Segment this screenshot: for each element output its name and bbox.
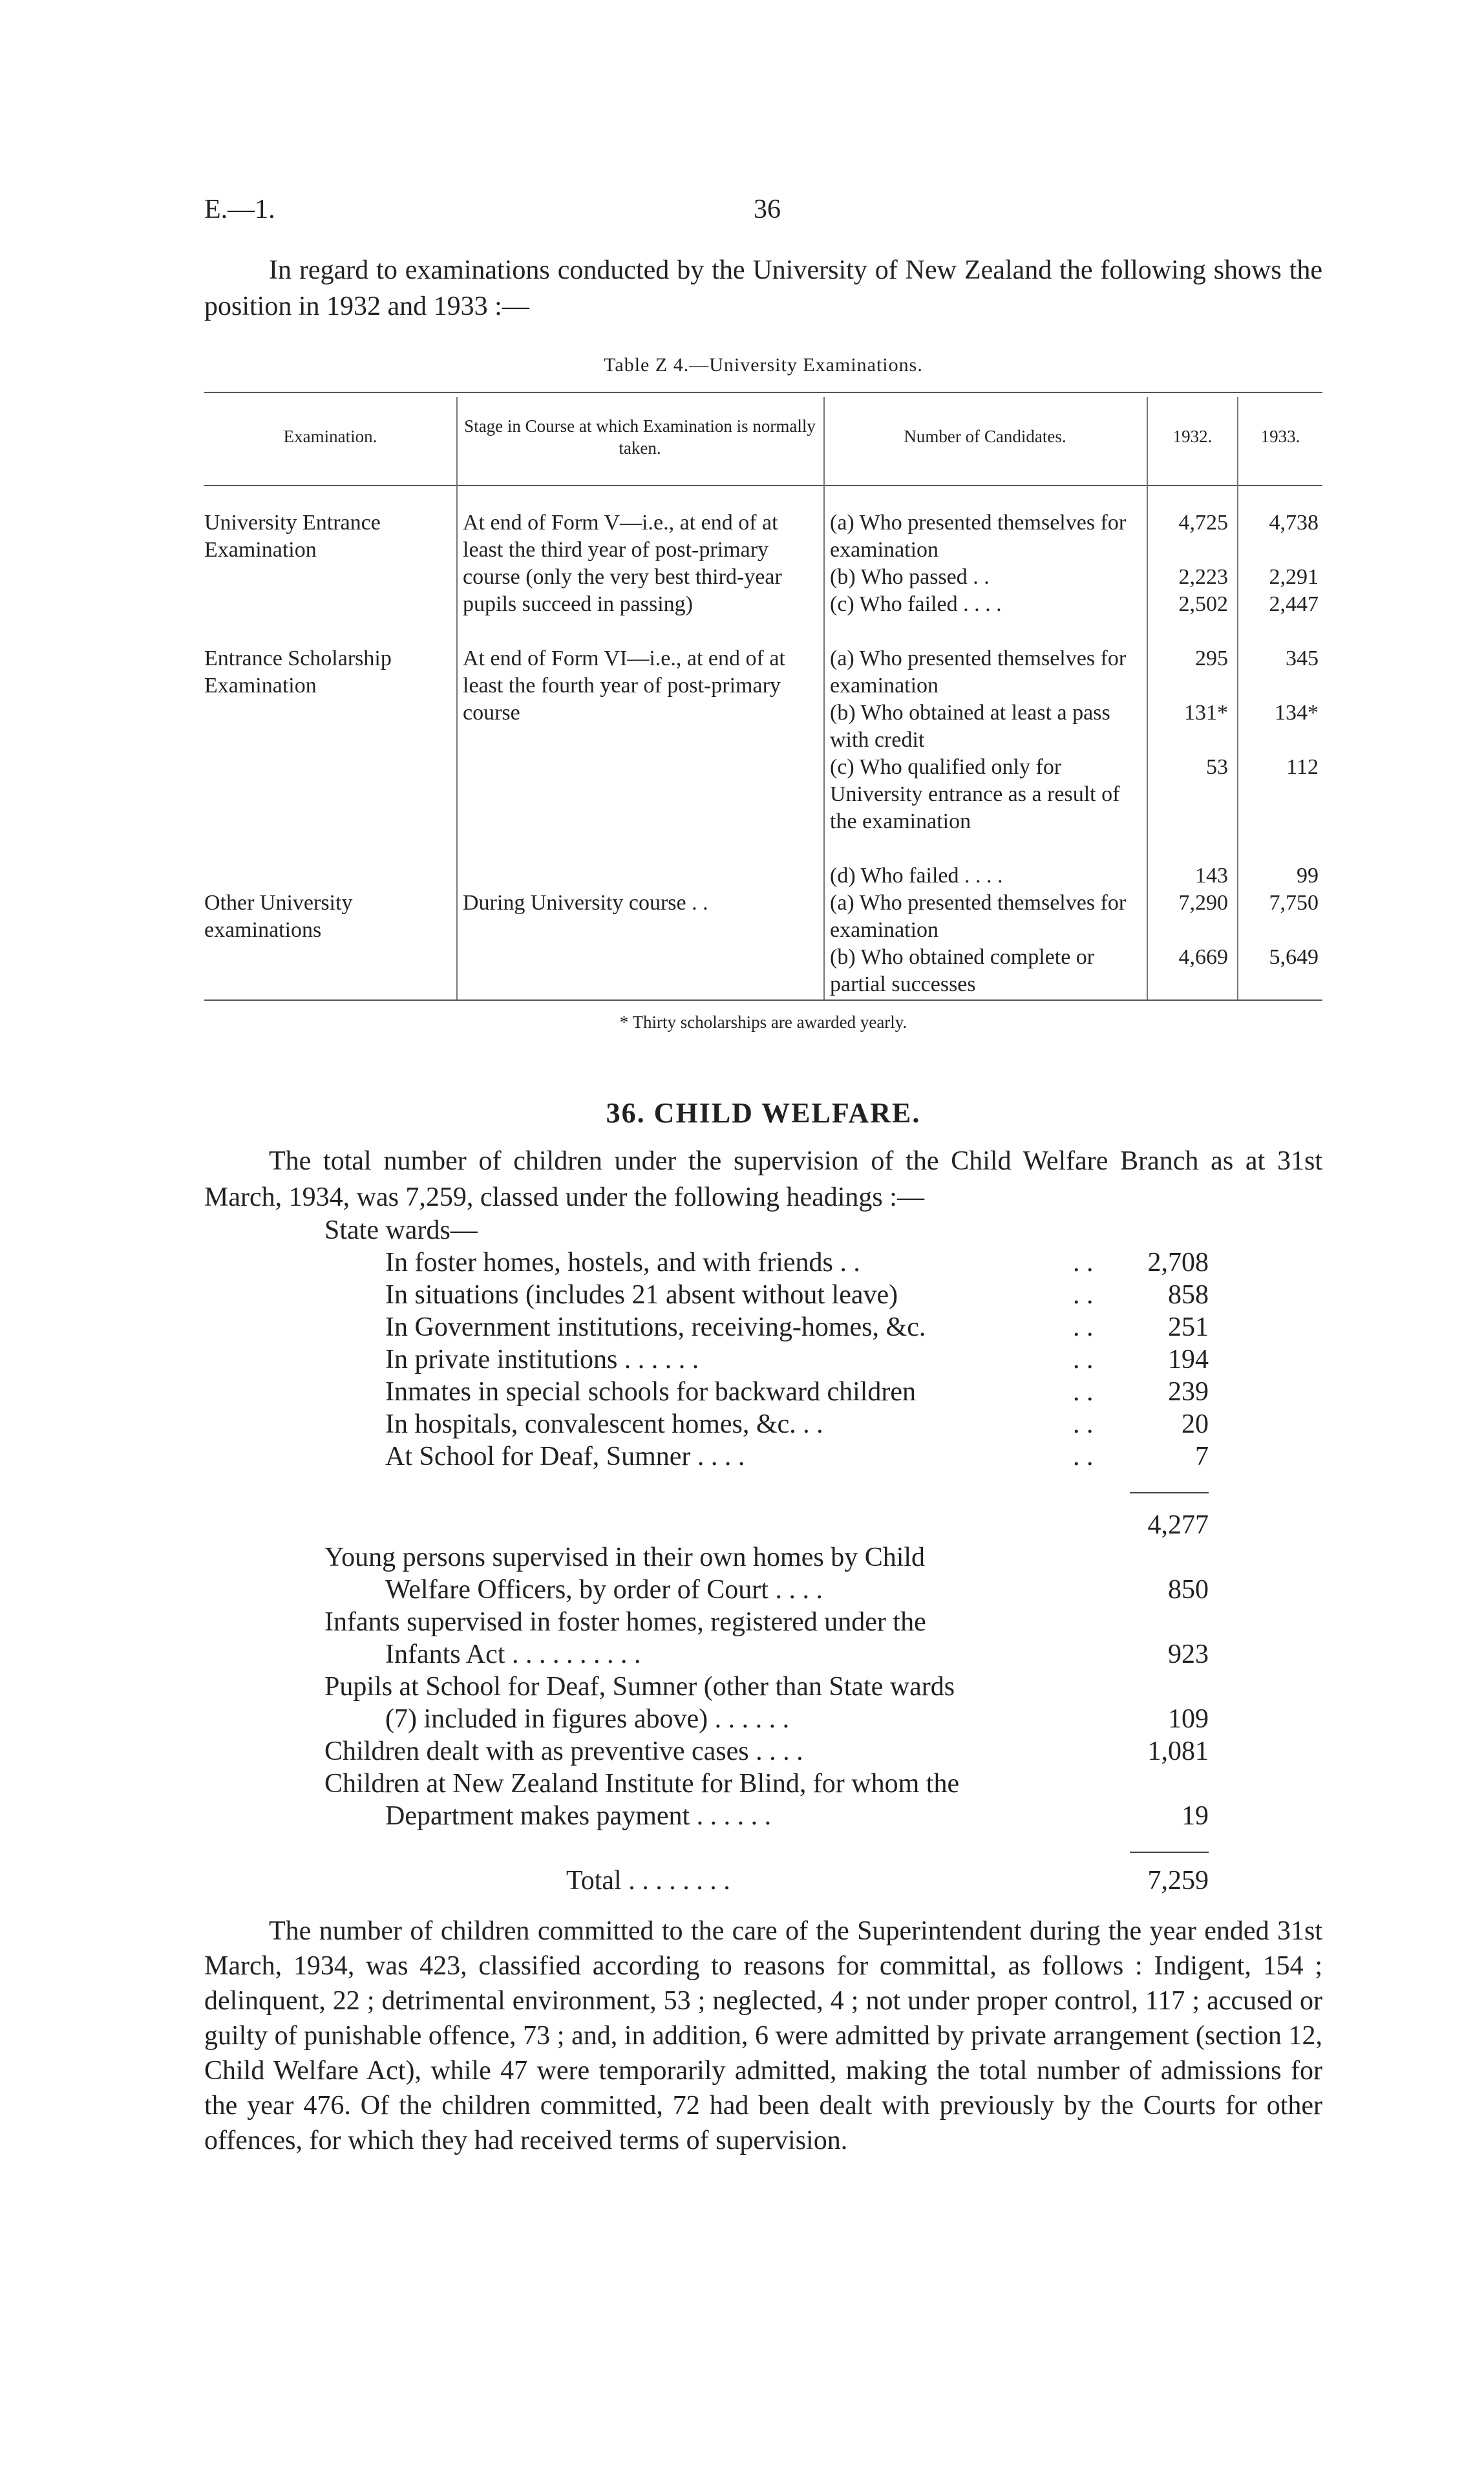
state-ward-label: In foster homes, hostels, and with friends . . [385, 1248, 860, 1277]
candidate-row-label: (a) Who presented themselves for examination [830, 647, 1127, 698]
header-candidates: Number of Candidates. [904, 427, 1066, 446]
category-label-cont: Department makes payment . . . . . . [385, 1801, 772, 1831]
value-1933: 4,738 [1269, 511, 1319, 535]
candidate-row-label: (a) Who presented themselves for examination [830, 511, 1127, 562]
total-value: 7,259 [1147, 1866, 1209, 1896]
exam-stage: At end of Form V—i.e., at end of at least the third year of post-primary course (only the very best third-year pupils succeed in passing) [463, 511, 782, 616]
category-label: Children at New Zealand Institute for Blind, for whom the [324, 1769, 960, 1799]
category-value: 850 [1168, 1575, 1209, 1605]
category-value: 1,081 [1147, 1737, 1209, 1766]
state-ward-value: 7 [1195, 1442, 1209, 1471]
exam-name: Other University examinations [204, 891, 353, 942]
value-1932: 295 [1195, 647, 1228, 670]
section-title: 36. CHILD WELFARE. [606, 1097, 921, 1129]
value-1932: 143 [1195, 864, 1228, 888]
state-ward-label: In situations (includes 21 absent without leave) [385, 1280, 898, 1310]
exam-name: University Entrance Examination [204, 511, 381, 562]
candidate-row-label: (a) Who presented themselves for examination [830, 891, 1127, 942]
value-1933: 345 [1286, 647, 1319, 670]
value-1933: 5,649 [1269, 945, 1319, 969]
exam-stage: During University course . . [463, 891, 708, 915]
category-label: Pupils at School for Deaf, Sumner (other than State wards [324, 1672, 955, 1702]
leader-dots: . . [1073, 1409, 1094, 1439]
category-value: 19 [1182, 1801, 1209, 1831]
intro-paragraph: In regard to examinations conducted by the University of New Zealand the following shows the position in 1932 and 1933 :— [204, 255, 1322, 321]
header-1932: 1932. [1172, 427, 1213, 446]
table-footnote: * Thirty scholarships are awarded yearly. [619, 1012, 907, 1032]
value-1932: 7,290 [1178, 891, 1228, 915]
category-label: Children dealt with as preventive cases . . . . [324, 1737, 803, 1766]
state-wards-subtotal: 4,277 [1147, 1510, 1209, 1540]
value-1932: 4,725 [1178, 511, 1228, 535]
candidate-row-label: (b) Who passed . . [830, 565, 990, 589]
state-ward-value: 239 [1168, 1377, 1209, 1407]
value-1933: 112 [1286, 755, 1319, 779]
category-value: 923 [1168, 1640, 1209, 1669]
value-1932: 131* [1184, 701, 1228, 725]
value-1932: 4,669 [1178, 945, 1228, 969]
candidate-row-label: (c) Who failed . . . . [830, 592, 1002, 616]
value-1933: 7,750 [1269, 891, 1319, 915]
value-1933: 2,447 [1269, 592, 1319, 616]
candidate-row-label: (d) Who failed . . . . [830, 864, 1003, 888]
leader-dots: . . [1073, 1345, 1094, 1374]
header-examination: Examination. [283, 427, 377, 446]
category-label-cont: Infants Act . . . . . . . . . . [385, 1640, 641, 1669]
category-value: 109 [1168, 1704, 1209, 1734]
state-ward-value: 194 [1168, 1345, 1209, 1374]
state-wards-heading: State wards— [324, 1215, 478, 1245]
state-ward-value: 251 [1168, 1312, 1209, 1342]
state-ward-label: Inmates in special schools for backward children [385, 1377, 917, 1407]
state-ward-value: 20 [1182, 1409, 1209, 1439]
state-ward-label: In hospitals, convalescent homes, &c. . . [385, 1409, 823, 1439]
category-label: Infants supervised in foster homes, registered under the [324, 1607, 926, 1637]
value-1933: 99 [1297, 864, 1319, 888]
value-1932: 53 [1206, 755, 1228, 779]
category-label-cont: Welfare Officers, by order of Court . . . . [385, 1575, 823, 1605]
leader-dots: . . [1073, 1442, 1094, 1471]
state-ward-label: At School for Deaf, Sumner . . . . [385, 1442, 745, 1471]
category-label: Young persons supervised in their own homes by Child [324, 1543, 926, 1572]
value-1933: 2,291 [1269, 565, 1319, 589]
exam-name: Entrance Scholarship Examination [204, 647, 392, 698]
subtotal-rule [1130, 1492, 1209, 1493]
total-label: Total . . . . . . . . [566, 1866, 730, 1896]
leader-dots: . . [1073, 1312, 1094, 1342]
candidate-row-label: (b) Who obtained complete or partial successes [830, 945, 1095, 996]
leader-dots: . . [1073, 1377, 1094, 1407]
candidate-row-label: (c) Who qualified only for University entrance as a result of the examination [830, 755, 1120, 833]
value-1933: 134* [1275, 701, 1319, 725]
section-intro: The total number of children under the supervision of the Child Welfare Branch as at 31st March, 1934, was 7,259, classed under the following headings :— [204, 1146, 1322, 1212]
total-rule [1130, 1852, 1209, 1853]
leader-dots: . . [1073, 1280, 1094, 1310]
header-stage: Stage in Course at which Examination is normally taken. [464, 416, 816, 458]
exam-stage: At end of Form VI—i.e., at end of at least the fourth year of post-primary course [463, 647, 785, 725]
value-1932: 2,223 [1178, 565, 1228, 589]
candidate-row-label: (b) Who obtained at least a pass with credit [830, 701, 1110, 752]
value-1932: 2,502 [1178, 592, 1228, 616]
leader-dots: . . [1073, 1248, 1094, 1277]
table-caption: Table Z 4.—University Examinations. [604, 354, 923, 376]
header-1933: 1933. [1260, 427, 1300, 446]
state-ward-value: 858 [1168, 1280, 1209, 1310]
state-ward-label: In private institutions . . . . . . [385, 1345, 699, 1374]
state-ward-label: In Government institutions, receiving-homes, &c. [385, 1312, 926, 1342]
committals-paragraph: The number of children committed to the care of the Superintendent during the year ended 31st March, 1934, was 423, classified according to reasons for committal, as follows : Indigent, 154 ; delinquent, 22 ; detrimental environment, 53 ; neglected, 4 ; not under proper control, 117 ; accused or guilty of punishable offence, 73 ; and, in addition, 6 were admitted by private arrangement (section 12, Child Welfare Act), while 47 were temporarily admitted, making the total number of admissions for the year 476. Of the children committed, 72 had been dealt with previously by the Courts for other offences, for which they had received terms of supervision. [204, 1916, 1322, 2155]
category-label-cont: (7) included in figures above) . . . . . . [385, 1704, 790, 1734]
document-reference: E.—1. [204, 195, 275, 224]
state-ward-value: 2,708 [1147, 1248, 1209, 1277]
page-number: 36 [754, 195, 781, 224]
